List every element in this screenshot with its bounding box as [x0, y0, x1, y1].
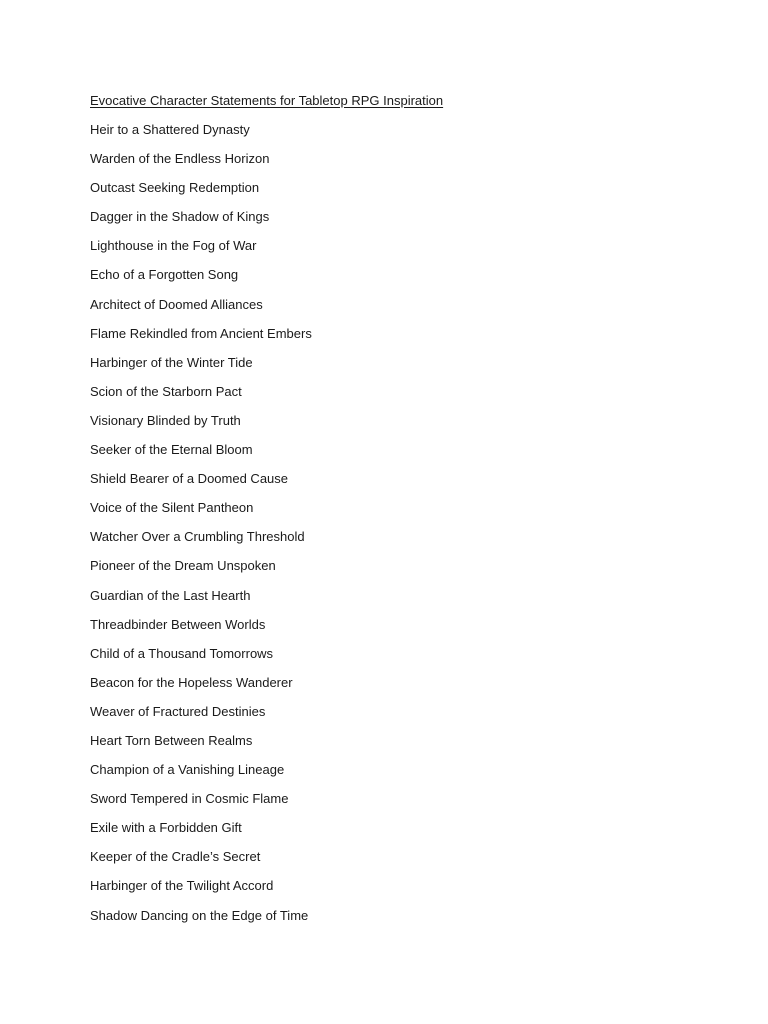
statement-item: Weaver of Fractured Destinies — [90, 703, 266, 719]
statement-item: Harbinger of the Twilight Accord — [90, 878, 274, 894]
statement-item: Keeper of the Cradle’s Secret — [90, 849, 261, 865]
statement-item: Outcast Seeking Redemption — [90, 180, 260, 196]
statement-item: Seeker of the Eternal Bloom — [90, 442, 253, 458]
statement-item: Sword Tempered in Cosmic Flame — [90, 791, 289, 807]
statement-item: Pioneer of the Dream Unspoken — [90, 558, 276, 574]
statement-item: Voice of the Silent Pantheon — [90, 500, 254, 516]
statement-item: Harbinger of the Winter Tide — [90, 354, 253, 370]
statement-item: Heir to a Shattered Dynasty — [90, 122, 250, 137]
document-page — [90, 91, 690, 935]
statement-item: Architect of Doomed Alliances — [90, 296, 263, 312]
statement-item: Champion of a Vanishing Lineage — [90, 762, 285, 778]
statement-item: Warden of the Endless Horizon — [90, 151, 270, 167]
statement-item: Watcher Over a Crumbling Threshold — [90, 529, 305, 545]
document-title: Evocative Character Statements for Tabletop RPG Inspiration — [90, 93, 444, 108]
statement-item: Dagger in the Shadow of Kings — [90, 209, 270, 225]
statement-item: Child of a Thousand Tomorrows — [90, 645, 274, 661]
statement-item: Shadow Dancing on the Edge of Time — [90, 907, 309, 923]
statement-item: Flame Rekindled from Ancient Embers — [90, 325, 312, 341]
statement-item: Scion of the Starborn Pact — [90, 383, 242, 399]
statement-item: Guardian of the Last Hearth — [90, 587, 251, 603]
statement-item: Visionary Blinded by Truth — [90, 412, 241, 428]
statement-item: Exile with a Forbidden Gift — [90, 820, 242, 836]
statement-item: Heart Torn Between Realms — [90, 732, 253, 748]
statement-list — [90, 120, 690, 926]
statement-item: Shield Bearer of a Doomed Cause — [90, 471, 289, 487]
statement-item: Beacon for the Hopeless Wanderer — [90, 674, 293, 690]
statement-item: Lighthouse in the Fog of War — [90, 238, 257, 254]
statement-item: Threadbinder Between Worlds — [90, 616, 266, 632]
statement-item: Echo of a Forgotten Song — [90, 267, 239, 283]
